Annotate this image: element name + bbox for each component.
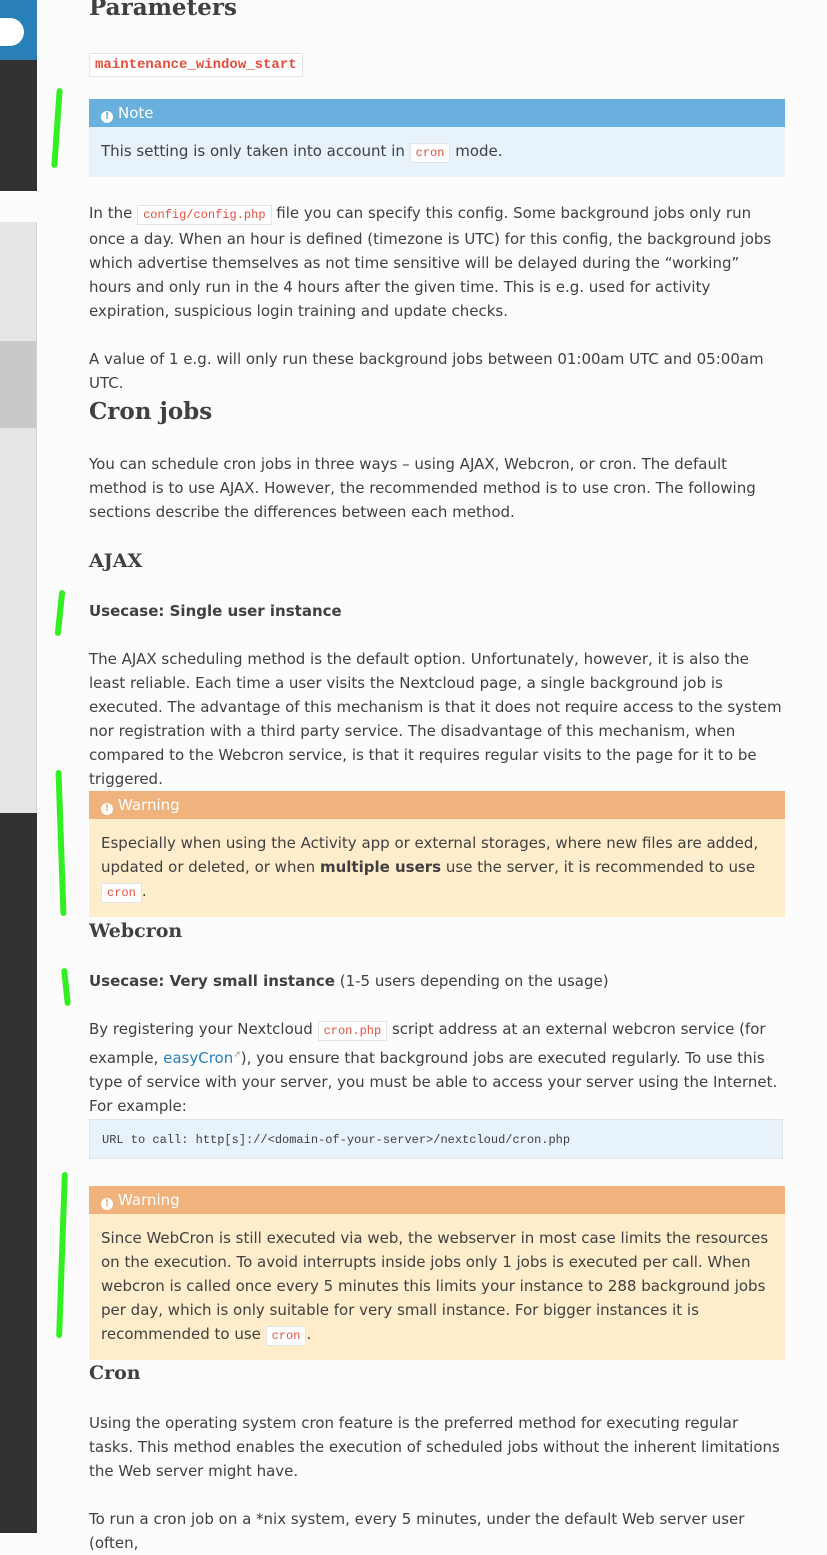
inline-code: cron.php bbox=[318, 1021, 388, 1041]
exclamation-icon: ! bbox=[101, 111, 113, 123]
exclamation-icon: ! bbox=[101, 1198, 113, 1210]
highlight-mark bbox=[56, 1172, 68, 1338]
webcron-usecase: Usecase: Very small instance (1-5 users depending on the usage) bbox=[89, 972, 609, 990]
code-block: URL to call: http[s]://<domain-of-your-server>/nextcloud/cron.php bbox=[89, 1119, 783, 1159]
warning-admonition bbox=[89, 1186, 785, 1360]
inline-code: cron bbox=[410, 143, 451, 163]
warning-body: Since WebCron is still executed via web, the webserver in most case limits the resources on the execution. To avoid interrupts inside jobs only 1 jobs is executed per call. When webcron is called once every 5 minutes this limits your instance to 288 background jobs per day, which is only suitable for very small instance. For bigger instances it is recommended to use cron . bbox=[89, 1214, 785, 1360]
warning-body: Especially when using the Activity app or external storages, where new files are added, updated or deleted, or when multiple users use the server, it is recommended to use cron . bbox=[89, 819, 785, 917]
sidebar-header bbox=[0, 0, 37, 60]
note-title: ! Note bbox=[89, 99, 785, 127]
highlight-mark bbox=[55, 770, 66, 916]
exclamation-icon: ! bbox=[101, 803, 113, 815]
parameter-code: maintenance_window_start bbox=[89, 53, 303, 77]
highlight-mark bbox=[61, 968, 71, 1006]
section-heading-parameters: Parameters bbox=[89, 0, 237, 21]
warning-admonition bbox=[89, 791, 785, 917]
highlight-mark bbox=[55, 590, 66, 636]
section-heading-cron: Cron bbox=[89, 1362, 141, 1384]
warning-title: ! Warning bbox=[89, 1186, 785, 1214]
highlight-mark bbox=[51, 88, 63, 168]
cron-paragraph: Using the operating system cron feature is the preferred method for executing regular tasks. This method enables the execution of scheduled jobs without the inherent limitations the Web server might have. bbox=[89, 1414, 780, 1480]
section-heading-ajax: AJAX bbox=[89, 550, 143, 572]
easycron-link[interactable]: easyCron bbox=[163, 1049, 234, 1067]
inline-code: config/config.php bbox=[137, 205, 271, 225]
warning-title: ! Warning bbox=[89, 791, 785, 819]
cron-paragraph-2: To run a cron job on a *nix system, every 5 minutes, under the default Web server user (often, bbox=[89, 1510, 745, 1552]
config-paragraph: In the config/config.php file you can specify this config. Some background jobs only run once a day. When an hour is defined (timezone is UTC) for this config, the background jobs which advertise themselves as not time sensitive will be delayed during the “working” hours and only run in the 4 hours after the given time. This is e.g. used for activity expiration, suspicious login training and update checks. bbox=[89, 204, 772, 320]
sidebar bbox=[0, 0, 37, 1533]
external-link-icon: ↗ bbox=[233, 1050, 241, 1060]
note-admonition bbox=[89, 99, 785, 177]
sidebar-current-item[interactable] bbox=[0, 341, 36, 428]
section-heading-webcron: Webcron bbox=[89, 920, 183, 942]
webcron-paragraph: By registering your Nextcloud cron.php script address at an external webcron service (for example, easyCron↗), you ensure that background jobs are executed regularly. To use this type of service with your server, you must be able to access your server using the Internet. For example: bbox=[89, 1020, 778, 1115]
note-body: This setting is only taken into account in cron mode. bbox=[89, 127, 785, 177]
inline-code: cron bbox=[266, 1326, 307, 1346]
cron-jobs-intro: You can schedule cron jobs in three ways – using AJAX, Webcron, or cron. The default method is to use AJAX. However, the recommended method is to use cron. The following sections describe the differences between each method. bbox=[89, 455, 756, 521]
ajax-usecase: Usecase: Single user instance bbox=[89, 602, 342, 620]
sidebar-menu-panel[interactable] bbox=[0, 222, 37, 813]
section-heading-cron-jobs: Cron jobs bbox=[89, 398, 213, 425]
ajax-paragraph: The AJAX scheduling method is the default option. Unfortunately, however, it is also the least reliable. Each time a user visits the Nextcloud page, a single background job is executed. The advantage of this mechanism is that it does not require access to the system nor registration with a third party service. The disadvantage of this mechanism, when compared to the Webcron service, is that it requires regular visits to the page for it to be triggered. bbox=[89, 650, 782, 788]
value-paragraph: A value of 1 e.g. will only run these background jobs between 01:00am UTC and 05:00am UTC. bbox=[89, 350, 764, 392]
parameter-name bbox=[89, 53, 785, 73]
search-input[interactable] bbox=[0, 18, 24, 46]
inline-code: cron bbox=[101, 883, 142, 903]
